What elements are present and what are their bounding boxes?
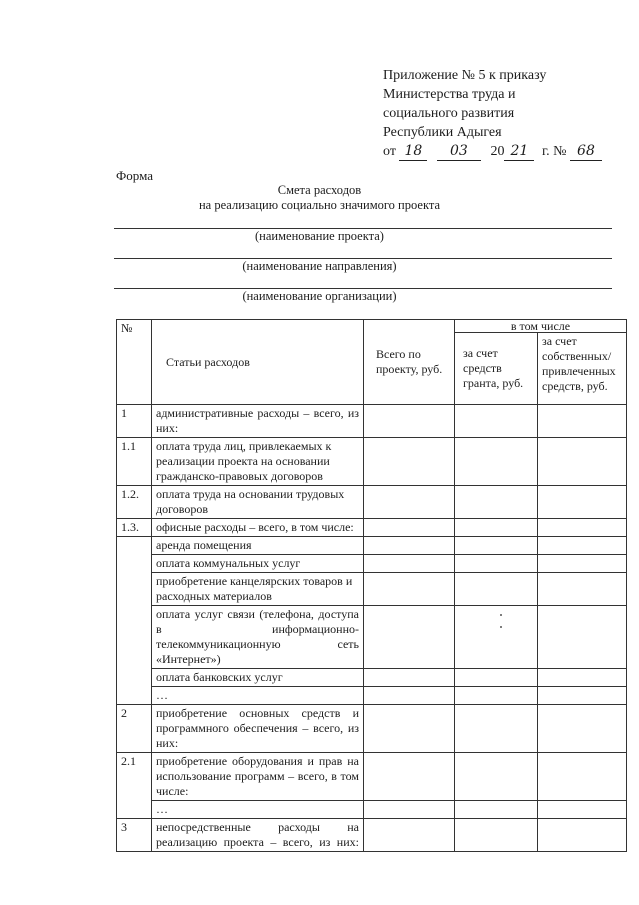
row-text: оплата банковских услуг bbox=[152, 669, 364, 687]
appendix-block bbox=[383, 66, 602, 161]
direction-name-caption: (наименование направления) bbox=[242, 259, 397, 273]
table-row bbox=[117, 606, 627, 669]
document-title: Смета расходов bbox=[277, 183, 362, 197]
scan-speck bbox=[500, 614, 502, 616]
row-num: 3 bbox=[117, 819, 152, 852]
table-row bbox=[117, 753, 627, 801]
table-row bbox=[117, 555, 627, 573]
row-num: 1.3. bbox=[117, 519, 152, 537]
row-text: приобретение оборудования и прав на использование программ – всего, в том числе: bbox=[152, 753, 364, 801]
table-row bbox=[117, 519, 627, 537]
cell-own[interactable] bbox=[538, 486, 627, 519]
cell-grant[interactable] bbox=[455, 753, 538, 801]
cell-grant[interactable] bbox=[455, 438, 538, 486]
header-items: Статьи расходов bbox=[152, 320, 364, 405]
cell-grant[interactable] bbox=[455, 405, 538, 438]
row-text: административные расходы – всего, из них: bbox=[152, 405, 364, 438]
cell-own[interactable] bbox=[538, 753, 627, 801]
appendix-line: социального развития bbox=[383, 106, 515, 121]
table-row bbox=[117, 705, 627, 753]
cell-grant[interactable] bbox=[455, 486, 538, 519]
header-grant: за счет средств гранта, руб. bbox=[455, 333, 538, 405]
cell-total[interactable] bbox=[364, 486, 455, 519]
cell-own[interactable] bbox=[538, 669, 627, 687]
row-text: оплата услуг связи (телефона, доступа в информационно-телекоммуникационную сеть «Интернет») bbox=[152, 606, 364, 669]
cell-grant[interactable] bbox=[455, 801, 538, 819]
cell-total[interactable] bbox=[364, 573, 455, 606]
row-text: приобретение канцелярских товаров и расходных материалов bbox=[152, 573, 364, 606]
row-text: оплата коммунальных услуг bbox=[152, 555, 364, 573]
row-text: аренда помещения bbox=[152, 537, 364, 555]
table-row bbox=[117, 819, 627, 852]
date-prefix: от bbox=[383, 144, 396, 159]
table-row bbox=[117, 801, 627, 819]
cell-own[interactable] bbox=[538, 573, 627, 606]
row-num: 2.1 bbox=[117, 753, 152, 819]
row-text: … bbox=[152, 801, 364, 819]
cell-total[interactable] bbox=[364, 687, 455, 705]
table-row bbox=[117, 486, 627, 519]
row-num: 1.2. bbox=[117, 486, 152, 519]
table-row bbox=[117, 405, 627, 438]
cell-total[interactable] bbox=[364, 669, 455, 687]
header-num: № bbox=[117, 320, 152, 405]
header-including: в том числе bbox=[455, 320, 627, 333]
date-month: 03 bbox=[450, 143, 468, 159]
row-num: 2 bbox=[117, 705, 152, 753]
cell-grant[interactable] bbox=[455, 519, 538, 537]
row-num bbox=[117, 537, 152, 705]
organization-name-caption: (наименование организации) bbox=[242, 289, 397, 303]
date-year-suffix: 21 bbox=[510, 143, 529, 159]
header-total: Всего по проекту, руб. bbox=[364, 320, 455, 405]
cell-grant[interactable] bbox=[455, 669, 538, 687]
cell-total[interactable] bbox=[364, 801, 455, 819]
cell-total[interactable] bbox=[364, 753, 455, 801]
date-day: 18 bbox=[404, 143, 423, 159]
row-text: приобретение основных средств и программного обеспечения – всего, из них: bbox=[152, 705, 364, 753]
cell-own[interactable] bbox=[538, 405, 627, 438]
cell-total[interactable] bbox=[364, 537, 455, 555]
header-own: за счет собственных/ привлеченных средств, руб. bbox=[538, 333, 627, 405]
cell-own[interactable] bbox=[538, 819, 627, 852]
cell-total[interactable] bbox=[364, 819, 455, 852]
cell-grant[interactable] bbox=[455, 687, 538, 705]
cell-total[interactable] bbox=[364, 438, 455, 486]
cell-grant[interactable] bbox=[455, 819, 538, 852]
table-row bbox=[117, 687, 627, 705]
cell-own[interactable] bbox=[538, 438, 627, 486]
appendix-line: Министерства труда и bbox=[383, 87, 516, 102]
table-header-row bbox=[117, 320, 627, 333]
table-row bbox=[117, 573, 627, 606]
date-year-prefix: 20 bbox=[490, 144, 505, 159]
row-text: … bbox=[152, 687, 364, 705]
cell-total[interactable] bbox=[364, 405, 455, 438]
table-row bbox=[117, 669, 627, 687]
cell-total[interactable] bbox=[364, 705, 455, 753]
cell-total[interactable] bbox=[364, 519, 455, 537]
cell-own[interactable] bbox=[538, 606, 627, 669]
row-num: 1 bbox=[117, 405, 152, 438]
cell-own[interactable] bbox=[538, 519, 627, 537]
date-year-unit: г. № bbox=[541, 144, 567, 159]
scan-speck bbox=[500, 626, 502, 628]
cell-grant[interactable] bbox=[455, 573, 538, 606]
table-row bbox=[117, 438, 627, 486]
table-row bbox=[117, 537, 627, 555]
form-label: Форма bbox=[116, 168, 153, 183]
cell-grant[interactable] bbox=[455, 705, 538, 753]
appendix-date-line bbox=[383, 142, 602, 161]
cell-grant[interactable] bbox=[455, 537, 538, 555]
cell-total[interactable] bbox=[364, 606, 455, 669]
cell-own[interactable] bbox=[538, 537, 627, 555]
row-text: оплата труда на основании трудовых договоров bbox=[152, 486, 364, 519]
document-subtitle: на реализацию социально значимого проекта bbox=[198, 198, 441, 212]
cell-own[interactable] bbox=[538, 705, 627, 753]
cell-own[interactable] bbox=[538, 555, 627, 573]
cell-own[interactable] bbox=[538, 687, 627, 705]
row-text: непосредственные расходы на реализацию проекта – всего, из них: bbox=[152, 819, 364, 852]
row-text: оплата труда лиц, привлекаемых к реализации проекта на основании гражданско-правовых договоров bbox=[152, 438, 364, 486]
appendix-line: Приложение № 5 к приказу bbox=[383, 68, 547, 83]
cell-grant[interactable] bbox=[455, 555, 538, 573]
project-name-caption: (наименование проекта) bbox=[255, 229, 384, 243]
order-number: 68 bbox=[577, 143, 595, 159]
cell-grant[interactable] bbox=[455, 606, 538, 669]
budget-table bbox=[116, 319, 627, 852]
cell-own[interactable] bbox=[538, 801, 627, 819]
appendix-line: Республики Адыгея bbox=[383, 125, 502, 140]
row-num: 1.1 bbox=[117, 438, 152, 486]
cell-total[interactable] bbox=[364, 555, 455, 573]
row-text: офисные расходы – всего, в том числе: bbox=[152, 519, 364, 537]
